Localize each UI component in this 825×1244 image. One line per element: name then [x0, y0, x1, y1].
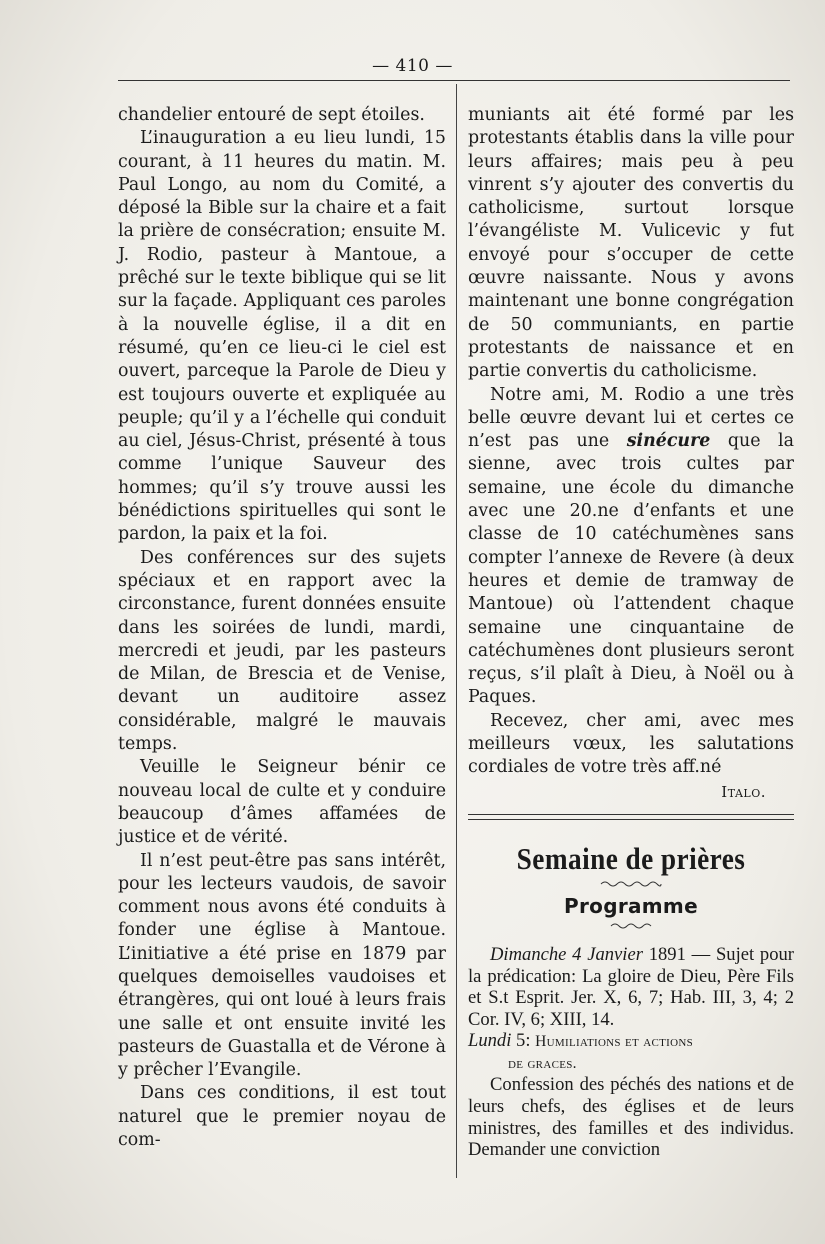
paragraph-text: Notre ami, M. Rodio a une très belle œuvre devant lui et certes ce n’est pas une — [468, 384, 794, 452]
program-entry-monday-text: Confession des péchés des nations et de leurs chefs, des églises et de leurs ministres, des familles et des individus. Demander une conviction — [468, 1074, 794, 1161]
section-separator — [468, 814, 794, 820]
entry-heading: Humiliations et actions — [535, 1033, 694, 1051]
paragraph: Veuille le Seigneur bénir ce nouveau local de culte et y conduire beaucoup d’âmes affamées de justice et de vérité. — [118, 757, 446, 848]
paragraph: L’inauguration a eu lieu lundi, 15 courant, à 11 heures du matin. M. Paul Longo, au nom du Comité, a déposé la Bible sur la chaire et a fait la prière de consécration; ensuite M. J. Rodio, pasteur à Mantoue, a prêché sur le texte biblique qui se lit sur la façade. Appliquant ces paroles à la nouvelle église, il a dit en résumé, qu’en ce lieu-ci le ciel est ouvert, parceque la Parole de Dieu y est toujours ouverte et expliquée au peuple; qu’il y a l’échelle qui conduit au ciel, Jésus-Christ, présenté à tous comme l’unique Sauveur des hommes; qu’il s’y trouve aussi les bénédictions spirituelles qui sont le pardon, la paix et la foi. — [118, 128, 446, 545]
entry-text: 1891 — Sujet pour la prédication: La gloire de Dieu, Père Fils et S.t Esprit. Jer. X, 6, 7; Hab. III, 3, 4; 2 Cor. IV, 6; XIII, 14. — [468, 943, 794, 1030]
paragraph: muniants ait été formé par les protestants établis dans la ville pour leurs affaires; mais peu à peu vinrent s’y ajouter des convertis du catholicisme, surtout lorsque l’évangéliste M. Vulicevic y fut envoyé pour s’occuper de cette œuvre naissante. Nous y avons maintenant une bonne congrégation de 50 communiants, en partie protestants de naissance et en partie convertis du catholicisme. — [468, 105, 794, 382]
prayer-program — [468, 944, 794, 1161]
day-label: Dimanche 4 Janvier — [490, 943, 643, 965]
paragraph: chandelier entouré de sept étoiles. — [118, 105, 425, 125]
italic-word: sinécure — [626, 431, 711, 452]
day-label: Lundi — [468, 1030, 512, 1052]
ornament-divider — [599, 880, 663, 888]
paragraph: Recevez, cher ami, avec mes meilleurs vœux, les salutations cordiales de votre très aff.né — [468, 710, 794, 778]
signature: Italo. — [721, 782, 766, 801]
section-title: Semaine de prières — [516, 840, 746, 876]
entry-heading-continued: de graces. — [508, 1054, 577, 1072]
header-rule — [118, 80, 790, 81]
column-divider — [456, 84, 457, 1178]
program-entry-monday-heading — [468, 1030, 794, 1074]
subsection-title: Programme — [564, 893, 698, 918]
paragraph: Il n’est peut-être pas sans intérêt, pour les lecteurs vaudois, de savoir comment nous avons été conduits à fonder une église à Mantoue. L’initiative a été prise en 1879 par quelques demoiselles vaudoises et étrangères, qui ont loué à leurs frais une salle et ont ensuite invité les pasteurs de Guastalla et de Vérone à y prêcher l’Evangile. — [118, 850, 446, 1081]
right-column — [468, 104, 794, 1161]
paragraph: Dans ces conditions, il est tout naturel que le premier noyau de com- — [118, 1083, 446, 1151]
left-column — [118, 104, 446, 1152]
paragraph — [468, 384, 794, 710]
page-number: — 410 — — [372, 56, 453, 76]
ornament-divider — [609, 922, 653, 930]
paragraph-text: que la sienne, avec trois cultes par semaine, une école du dimanche avec une 20.ne d’enfants et une classe de 10 catéchumènes sans compter l’annexe de Revere (à deux heures et demie de tramway de Mantoue) où l’attendent chaque semaine une cinquantaine de catéchumènes dont plusieurs seront reçus, s’il plaît à Dieu, à Noël ou à Paques. — [468, 431, 794, 708]
program-entry-sunday — [468, 944, 794, 1030]
day-number: 5: — [511, 1030, 536, 1052]
paragraph: Des conférences sur des sujets spéciaux et en rapport avec la circonstance, furent données ensuite dans les soirées de lundi, mardi, mercredi et jeudi, par les pasteurs de Milan, de Brescia et de Venise, devant un auditoire assez considérable, malgré le mauvais temps. — [118, 547, 446, 755]
